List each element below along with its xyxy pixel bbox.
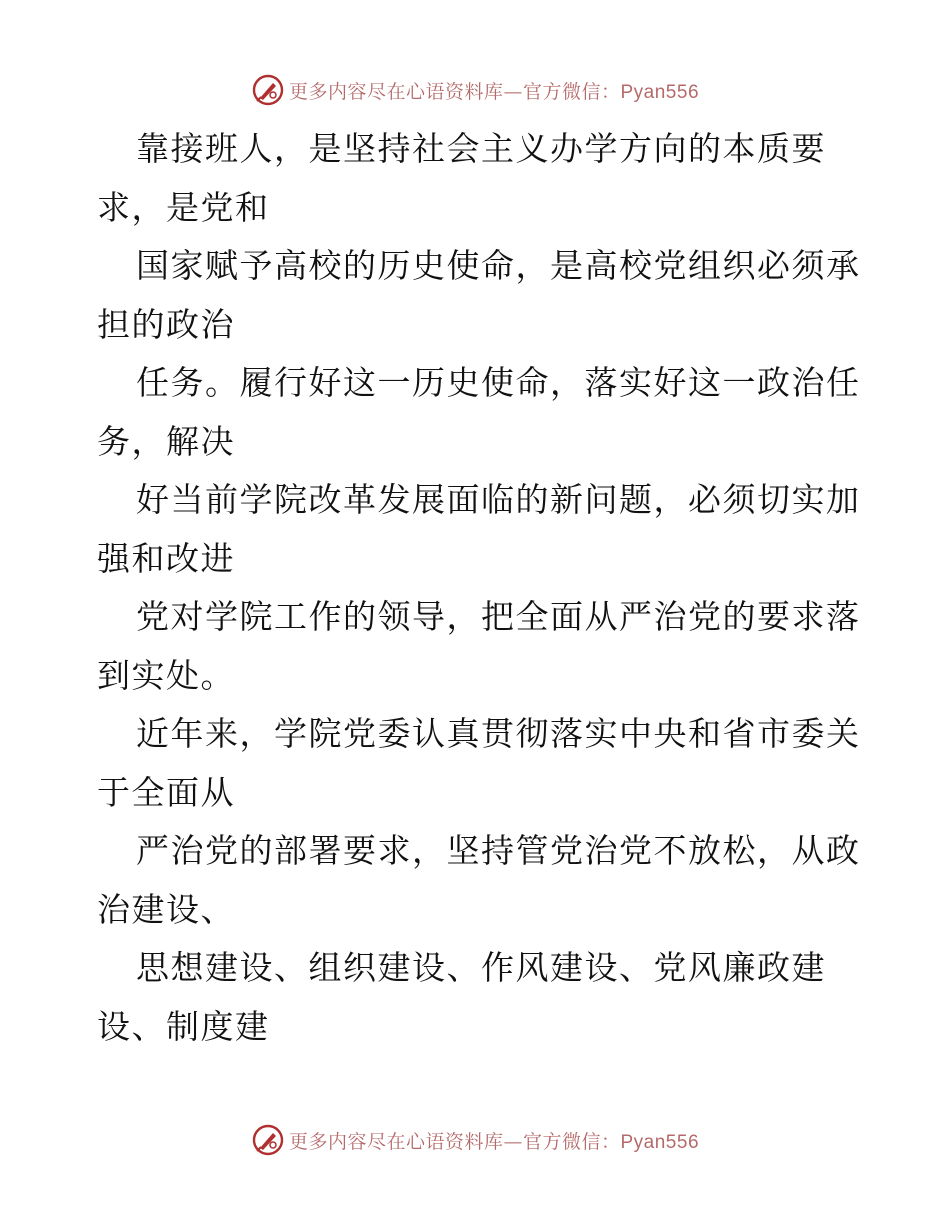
watermark-brand: 更多内容尽在心语资料库 [288, 1130, 504, 1153]
text-line: 国家赋予高校的历史使命，是高校党组织必须承 [136, 246, 861, 285]
text-line: 强和改进 [97, 538, 235, 578]
text-line: 近年来，学院党委认真贯彻落实中央和省市委关 [136, 714, 861, 753]
text-line: 治建设、 [97, 889, 235, 929]
watermark-text [289, 77, 699, 104]
text-line: 思想建设、组织建设、作风建设、党风廉政建 [136, 948, 826, 987]
watermark-wechat-label: 官方微信： [522, 80, 621, 103]
text-line: 务，解决 [97, 421, 235, 461]
watermark-brand: 更多内容尽在心语资料库 [288, 80, 504, 103]
feather-pen-logo-icon [251, 73, 285, 107]
header-watermark [0, 70, 950, 110]
text-line: 于全面从 [97, 772, 235, 812]
watermark-wechat-label: 官方微信： [522, 1130, 621, 1153]
watermark-dash: — [503, 80, 523, 103]
text-line: 任务。履行好这一历史使命，落实好这一政治任 [136, 363, 861, 402]
text-line: 担的政治 [97, 304, 235, 344]
text-line: 严治党的部署要求，坚持管党治党不放松，从政 [136, 831, 861, 870]
watermark-wechat-id: Pyan556 [620, 81, 700, 103]
text-line: 到实处。 [97, 655, 235, 695]
text-line: 靠接班人，是坚持社会主义办学方向的本质要 [136, 129, 826, 168]
watermark-dash: — [503, 1130, 523, 1153]
text-line: 设、制度建 [97, 1006, 270, 1046]
footer-watermark [0, 1120, 950, 1160]
watermark-text [289, 1127, 699, 1154]
document-body [97, 120, 861, 1056]
text-line: 党对学院工作的领导，把全面从严治党的要求落 [136, 597, 861, 636]
watermark-wechat-id: Pyan556 [620, 1131, 700, 1153]
text-line: 好当前学院改革发展面临的新问题，必须切实加 [136, 480, 861, 519]
feather-pen-logo-icon [251, 1123, 285, 1157]
text-line: 求，是党和 [97, 187, 270, 227]
